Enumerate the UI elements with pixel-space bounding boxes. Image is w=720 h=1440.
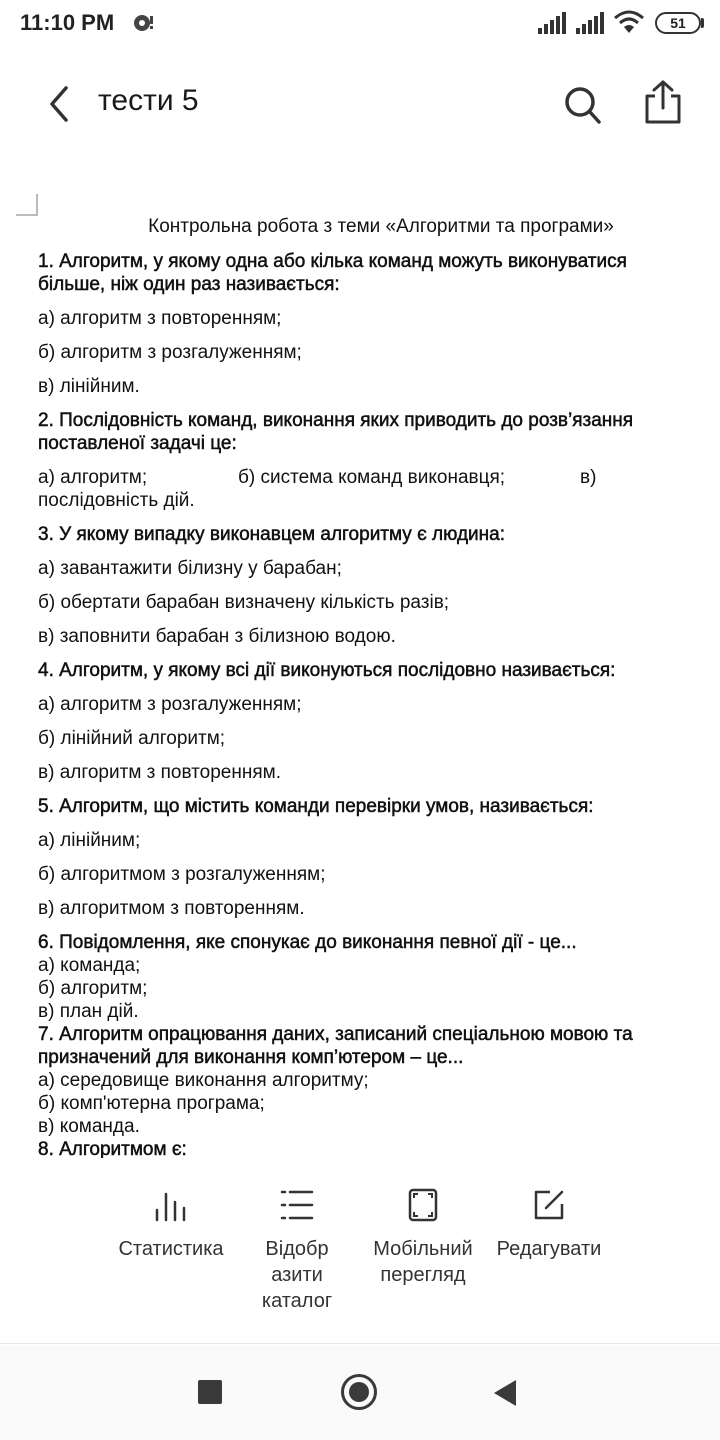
question-3: 3. У якому випадку виконавцем алгоритму є людина: [38, 524, 505, 545]
question-2: 2. Послідовність команд, виконання яких приводить до розв’язання поставленої задачі це: [38, 410, 634, 454]
status-time: 11:10 PM [20, 10, 115, 35]
recent-apps-icon[interactable] [198, 1380, 222, 1404]
status-bar [0, 0, 720, 48]
catalog-label-line: каталог [261, 1290, 333, 1312]
mobile-view-button[interactable] [362, 1188, 484, 1288]
option: а) команда; [38, 955, 141, 976]
show-catalog-button[interactable] [250, 1188, 344, 1314]
option: б) обертати барабан визначену кількість разів; [38, 592, 450, 613]
option: а) алгоритм; [38, 467, 148, 488]
home-icon[interactable] [341, 1374, 377, 1410]
option: а) лінійним; [38, 830, 141, 851]
option: б) алгоритм з розгалуженням; [38, 342, 302, 363]
statistics-label: Статистика [118, 1238, 224, 1260]
option: б) алгоритм; [38, 978, 148, 999]
share-icon[interactable] [642, 78, 684, 126]
edit-label: Редагувати [496, 1238, 602, 1260]
question-5: 5. Алгоритм, що містить команди перевірки умов, називається: [38, 796, 594, 817]
statistics-button[interactable] [104, 1188, 238, 1262]
option: а) алгоритм з розгалуженням; [38, 694, 302, 715]
question-8: 8. Алгоритмом є: [38, 1139, 187, 1158]
document-view[interactable] [0, 214, 720, 1158]
battery-tip [701, 18, 704, 28]
search-icon[interactable] [562, 82, 602, 126]
system-nav-bar [0, 1345, 720, 1440]
bar-chart-icon [154, 1188, 188, 1222]
option: в) лінійним. [38, 376, 140, 397]
question-4: 4. Алгоритм, у якому всі дії виконуються послідовно називається: [38, 660, 616, 681]
option: б) алгоритмом з розгалуженням; [38, 864, 326, 885]
page-corner-mark [16, 194, 38, 216]
back-triangle-icon[interactable] [494, 1380, 516, 1406]
wifi-icon [614, 10, 644, 34]
battery-indicator: 51 [655, 12, 701, 34]
signal-icon [538, 12, 566, 34]
notification-icon [132, 13, 154, 33]
option: б) лінійний алгоритм; [38, 728, 226, 749]
mobile-label-line: Мобільний [373, 1238, 473, 1260]
option: а) алгоритм з повторенням; [38, 308, 282, 329]
document-body [38, 250, 698, 1158]
option: а) завантажити білизну у барабан; [38, 558, 342, 579]
option: в) алгоритмом з повторенням. [38, 898, 305, 919]
option: б) комп'ютерна програма; [38, 1093, 265, 1114]
document-heading: Контрольна робота з теми «Алгоритми та програми» [148, 216, 614, 237]
catalog-label-line: азити [271, 1264, 323, 1286]
option: а) середовище виконання алгоритму; [38, 1070, 369, 1091]
list-icon [280, 1188, 314, 1222]
question-6: 6. Повідомлення, яке спонукає до виконання певної дії - це... [38, 932, 577, 953]
chevron-left-icon[interactable] [38, 82, 82, 126]
option: в) заповнити барабан з білизною водою. [38, 626, 396, 647]
option: в) алгоритм з повторенням. [38, 762, 281, 783]
option: в) команда. [38, 1116, 140, 1137]
option: в) план дій. [38, 1001, 139, 1022]
option-row [38, 466, 698, 512]
question-7: 7. Алгоритм опрацювання даних, записаний спеціальною мовою та призначений для виконання комп’ютером – це... [38, 1024, 633, 1068]
option: послідовність дій. [38, 490, 195, 511]
signal-icon [576, 12, 604, 34]
bottom-toolbar [0, 1158, 720, 1344]
mobile-label-line: перегляд [380, 1264, 466, 1286]
header [0, 60, 720, 150]
option: б) система команд виконавця; [238, 467, 506, 488]
edit-icon [532, 1188, 566, 1222]
edit-button[interactable] [486, 1188, 612, 1262]
page-title: тести 5 [98, 84, 199, 117]
question-1: 1. Алгоритм, у якому одна або кілька команд можуть виконуватися більше, ніж один раз називається: [38, 251, 627, 295]
frame-icon [408, 1188, 438, 1222]
catalog-label-line: Відобр [265, 1238, 329, 1260]
option: в) [580, 467, 597, 488]
